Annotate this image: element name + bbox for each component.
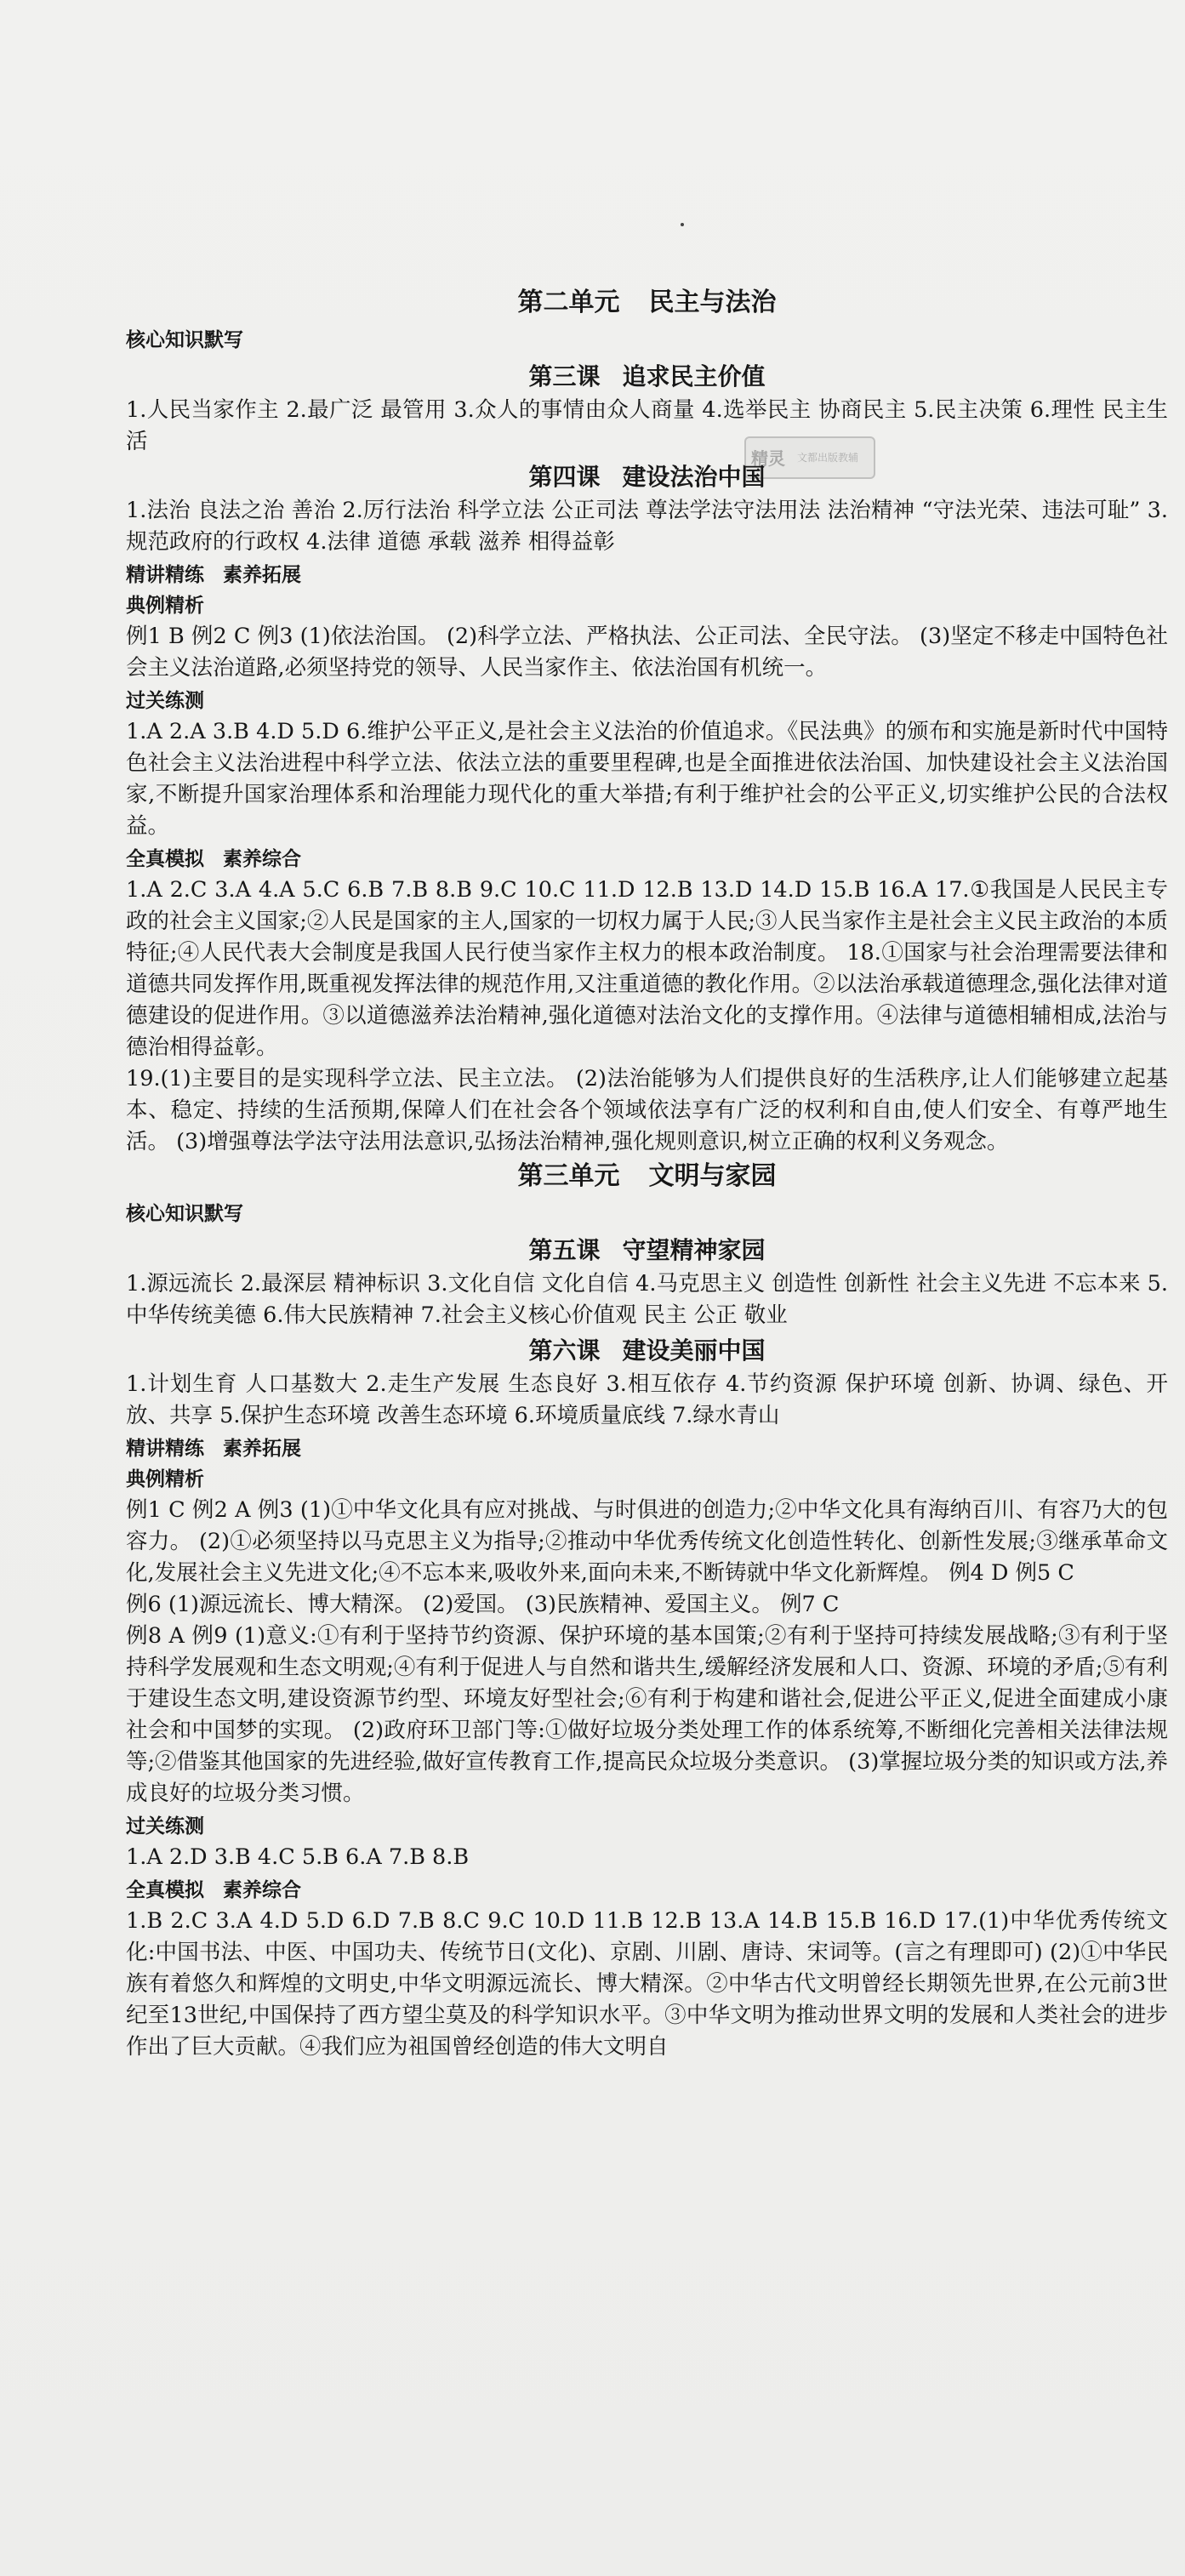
speck-mark <box>681 223 684 226</box>
unit-3-guoguan-answers: 1.A 2.D 3.B 4.C 5.B 6.A 7.B 8.B <box>126 1844 470 1870</box>
lesson-6-answers: 1.计划生育 人口基数大 2.走生产发展 生态良好 3.相互依存 4.节约资源 保护环境 创新、协调、绿色、开放、共享 5.保护生态环境 改善生态环境 6.环境质量底线 7.绿水青山 <box>126 1371 1168 1428</box>
unit-2-guoguan-label: 过关练测 <box>126 690 204 712</box>
unit-3-guoguan-label: 过关练测 <box>126 1815 204 1838</box>
unit-2-question-19: 19.(1)主要目的是实现科学立法、民主立法。 (2)法治能够为人们提供良好的生活秩序,让人们能够建立起基本、稳定、持续的生活预期,保障人们在社会各个领域依法享有广泛的权利和自由,使人们安全、有尊严地生活。 (3)增强尊法学法守法用法意识,弘扬法治精神,强化规则意识,树立正确的权利义务观念。 <box>126 1066 1168 1154</box>
unit-3-dianli-answers-2: 例6 (1)源远流长、博大精深。 (2)爱国。 (3)民族精神、爱国主义。 例7 C <box>126 1592 840 1617</box>
unit-2-quanzhen-answers: 1.A 2.C 3.A 4.A 5.C 6.B 7.B 8.B 9.C 10.C 11.D 12.B 13.D 14.D 15.B 16.A 17.①我国是人民民主专政的社会主义国家;②人民是国家的主人,国家的一切权力属于人民;③人民当家作主是社会主义民主政治的本质特征;④人民代表大会制度是我国人民行使当家作主权力的根本政治制度。 18.①国家与社会治理需要法律和道德共同发挥作用,既重视发挥法律的规范作用,又注重道德的教化作用。②以法治承载道德理念,强化法律对道德建设的促进作用。③以道德滋养法治精神,强化道德对法治文化的支撑作用。④法律与道德相辅相成,法治与德治相得益彰。 <box>126 877 1168 1060</box>
lesson-3-title: 第三课 追求民主价值 <box>528 362 766 390</box>
unit-2-core-label: 核心知识默写 <box>126 329 243 351</box>
unit-2-jingjiang-heading: 精讲精练 素养拓展 <box>126 564 301 586</box>
unit-2-dianli-answers: 例1 B 例2 C 例3 (1)依法治国。 (2)科学立法、严格执法、公正司法、全民守法。 (3)坚定不移走中国特色社会主义法治道路,必须坚持党的领导、人民当家作主、依法治国有机统一。 <box>126 624 1168 681</box>
lesson-4-answers: 1.法治 良法之治 善治 2.厉行法治 科学立法 公正司法 尊法学法守法用法 法治精神 “守法光荣、违法可耻” 3.规范政府的行政权 4.法律 道德 承载 滋养 相得益彰 <box>126 498 1168 555</box>
lesson-6-title: 第六课 建设美丽中国 <box>528 1336 766 1365</box>
stamp-sub: 文都出版教辅 <box>797 452 859 464</box>
lesson-4-title: 第四课 建设法治中国 <box>528 463 766 491</box>
unit-3-dianli-answers-1: 例1 C 例2 A 例3 (1)①中华文化具有应对挑战、与时俱进的创造力;②中华文化具有海纳百川、有容乃大的包容力。 (2)①必须坚持以马克思主义为指导;②推动中华优秀传统文化创造性转化、创新性发展;③继承革命文化,发展社会主义先进文化;④不忘本来,吸收外来,面向未来,不断铸就中华文化新辉煌。 例4 D 例5 C <box>126 1497 1168 1586</box>
stamp-mark: 精灵 <box>751 448 785 469</box>
unit-2-title: 第二单元 民主与法治 <box>517 288 777 317</box>
unit-2-quanzhen-heading: 全真模拟 素养综合 <box>126 848 301 870</box>
lesson-3-answers: 1.人民当家作主 2.最广泛 最管用 3.众人的事情由众人商量 4.选举民主 协商民主 5.民主决策 6.理性 民主生活 <box>126 397 1168 454</box>
unit-3-dianli-label: 典例精析 <box>126 1468 204 1490</box>
unit-3-quanzhen-answers: 1.B 2.C 3.A 4.D 5.D 6.D 7.B 8.C 9.C 10.D 11.B 12.B 13.A 14.B 15.B 16.D 17.(1)中华优秀传统文化:中国书法、中医、中国功夫、传统节日(文化)、京剧、川剧、唐诗、宋词等。(言之有理即可) (2)①中华民族有着悠久和辉煌的文明史,中华文明源远流长、博大精深。②中华古代文明曾经长期领先世界,在公元前3世纪至13世纪,中国保持了西方望尘莫及的科学知识水平。③中华文明为推动世界文明的发展和人类社会的进步作出了巨大贡献。④我们应为祖国曾经创造的伟大文明自 <box>126 1908 1168 2060</box>
unit-3-core-label: 核心知识默写 <box>126 1203 243 1225</box>
page-content <box>126 284 1168 2063</box>
unit-2-guoguan-answers: 1.A 2.A 3.B 4.D 5.D 6.维护公平正义,是社会主义法治的价值追求。《民法典》的颁布和实施是新时代中国特色社会主义法治进程中科学立法、依法立法的重要里程碑,也是全面推进依法治国、加快建设社会主义法治国家,不断提升国家治理体系和治理能力现代化的重大举措;有利于维护社会的公平正义,切实维护公民的合法权益。 <box>126 719 1168 839</box>
unit-3-quanzhen-heading: 全真模拟 素养综合 <box>126 1879 301 1901</box>
unit-3-title: 第三单元 文明与家园 <box>517 1161 777 1191</box>
lesson-5-answers: 1.源远流长 2.最深层 精神标识 3.文化自信 文化自信 4.马克思主义 创造性 创新性 社会主义先进 不忘本来 5.中华传统美德 6.伟大民族精神 7.社会主义核心价值观 民主 公正 敬业 <box>126 1271 1168 1328</box>
unit-3-dianli-answers-3: 例8 A 例9 (1)意义:①有利于坚持节约资源、保护环境的基本国策;②有利于坚持可持续发展战略;③有利于坚持科学发展观和生态文明观;④有利于促进人与自然和谐共生,缓解经济发展和人口、资源、环境的矛盾;⑤有利于建设生态文明,建设资源节约型、环境友好型社会;⑥有利于构建和谐社会,促进公平正义,促进全面建成小康社会和中国梦的实现。 (2)政府环卫部门等:①做好垃圾分类处理工作的体系统筹,不断细化完善相关法律法规等;②借鉴其他国家的先进经验,做好宣传教育工作,提高民众垃圾分类意识。 (3)掌握垃圾分类的知识或方法,养成良好的垃圾分类习惯。 <box>126 1623 1168 1806</box>
unit-2-dianli-label: 典例精析 <box>126 595 204 617</box>
unit-3-jingjiang-heading: 精讲精练 素养拓展 <box>126 1438 301 1460</box>
lesson-5-title: 第五课 守望精神家园 <box>528 1236 766 1264</box>
